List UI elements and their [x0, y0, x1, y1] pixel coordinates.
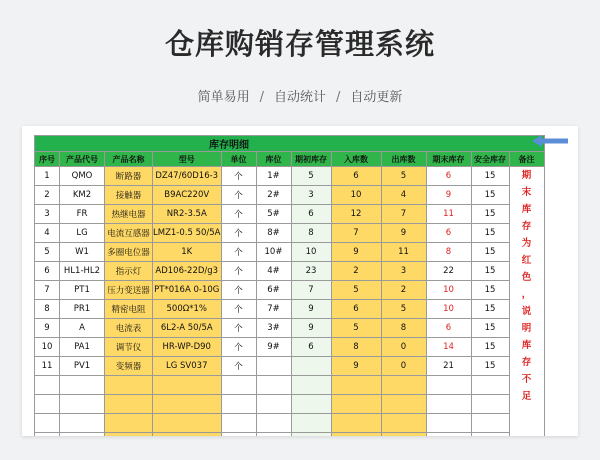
table-cell[interactable]: 15: [471, 243, 509, 262]
table-cell[interactable]: 23: [291, 262, 331, 281]
table-cell[interactable]: 15: [471, 205, 509, 224]
table-cell[interactable]: [331, 433, 381, 437]
table-cell[interactable]: AD106-22D/g3: [153, 262, 222, 281]
table-cell[interactable]: 9: [291, 319, 331, 338]
table-cell[interactable]: [60, 376, 105, 395]
feature-tagline: [0, 86, 600, 105]
table-cell[interactable]: 5: [381, 167, 426, 186]
table-cell[interactable]: [471, 395, 509, 414]
remark-char: 库: [521, 204, 532, 215]
table-cell[interactable]: 22: [426, 262, 471, 281]
table-cell[interactable]: [471, 376, 509, 395]
column-header: 型号: [153, 152, 222, 167]
table-cell[interactable]: 15: [471, 186, 509, 205]
table-cell[interactable]: [256, 376, 291, 395]
table-cell[interactable]: [291, 414, 331, 433]
table-cell[interactable]: A: [60, 319, 105, 338]
table-cell[interactable]: 4: [381, 186, 426, 205]
table-cell[interactable]: 7: [35, 281, 60, 300]
column-header: 期末库存: [426, 152, 471, 167]
remark-char: ，: [521, 289, 532, 300]
table-cell[interactable]: 10: [426, 300, 471, 319]
table-cell[interactable]: 8#: [256, 224, 291, 243]
table-cell[interactable]: 8: [331, 338, 381, 357]
table-cell[interactable]: PA1: [60, 338, 105, 357]
table-cell[interactable]: HR-WP-D90: [153, 338, 222, 357]
table-cell[interactable]: [381, 395, 426, 414]
table-cell[interactable]: [153, 414, 222, 433]
table-row: [35, 205, 545, 224]
table-cell[interactable]: 6#: [256, 281, 291, 300]
table-cell[interactable]: W1: [60, 243, 105, 262]
table-cell[interactable]: 7: [331, 224, 381, 243]
table-cell[interactable]: PT1: [60, 281, 105, 300]
table-cell[interactable]: [426, 414, 471, 433]
header-row: [35, 152, 545, 167]
feature-auto-update: 自动更新: [350, 90, 403, 105]
table-cell[interactable]: [35, 433, 60, 437]
table-cell[interactable]: 6: [291, 205, 331, 224]
table-cell[interactable]: 个: [221, 205, 256, 224]
column-header: 备注: [509, 152, 544, 167]
table-cell[interactable]: 8: [291, 224, 331, 243]
table-row: [35, 281, 545, 300]
table-cell[interactable]: 9: [331, 243, 381, 262]
table-cell[interactable]: 2: [331, 262, 381, 281]
table-cell[interactable]: 0: [381, 338, 426, 357]
table-cell[interactable]: PV1: [60, 357, 105, 376]
table-row: [35, 167, 545, 186]
table-cell[interactable]: 9: [426, 186, 471, 205]
table-cell[interactable]: 个: [221, 357, 256, 376]
table-cell[interactable]: 15: [471, 167, 509, 186]
table-cell[interactable]: 6: [426, 167, 471, 186]
column-header: 库位: [256, 152, 291, 167]
table-cell[interactable]: 11: [35, 357, 60, 376]
table-cell[interactable]: 9: [331, 357, 381, 376]
table-cell[interactable]: 15: [471, 319, 509, 338]
table-cell[interactable]: 500Ω*1%: [153, 300, 222, 319]
table-cell[interactable]: 11: [426, 205, 471, 224]
table-cell[interactable]: 电流互感器: [105, 224, 153, 243]
table-cell[interactable]: [105, 433, 153, 437]
remark-char: 库: [521, 340, 532, 351]
table-cell[interactable]: [426, 395, 471, 414]
table-cell[interactable]: LMZ1-0.5 50/5A: [153, 224, 222, 243]
table-cell[interactable]: PR1: [60, 300, 105, 319]
table-cell[interactable]: [35, 395, 60, 414]
table-cell[interactable]: [291, 395, 331, 414]
table-row: [35, 224, 545, 243]
table-cell[interactable]: 10: [426, 281, 471, 300]
table-cell[interactable]: [381, 414, 426, 433]
table-cell[interactable]: 15: [471, 281, 509, 300]
table-cell[interactable]: 9: [291, 300, 331, 319]
column-header: 单位: [221, 152, 256, 167]
table-cell[interactable]: 接触器: [105, 186, 153, 205]
table-cell[interactable]: 调节仪: [105, 338, 153, 357]
table-cell[interactable]: [221, 414, 256, 433]
table-cell[interactable]: 个: [221, 338, 256, 357]
table-cell[interactable]: 5#: [256, 205, 291, 224]
column-header: 入库数: [331, 152, 381, 167]
table-cell[interactable]: 6: [331, 167, 381, 186]
table-cell[interactable]: [426, 433, 471, 437]
table-row: [35, 433, 545, 437]
table-cell[interactable]: 5: [291, 167, 331, 186]
table-cell[interactable]: [60, 395, 105, 414]
feature-easy: 简单易用: [197, 90, 250, 105]
table-cell[interactable]: [256, 433, 291, 437]
page-title: 仓库购销存管理系统: [164, 27, 435, 61]
table-cell[interactable]: 压力变送器: [105, 281, 153, 300]
table-cell[interactable]: [381, 376, 426, 395]
table-cell[interactable]: 10#: [256, 243, 291, 262]
table-row: [35, 300, 545, 319]
table-cell[interactable]: 0: [381, 357, 426, 376]
arrow-left-icon: [532, 135, 568, 147]
table-cell[interactable]: 5: [35, 243, 60, 262]
table-cell[interactable]: 精密电阻: [105, 300, 153, 319]
remark-char: 明: [521, 323, 532, 334]
table-cell[interactable]: [153, 376, 222, 395]
table-cell[interactable]: 热继电器: [105, 205, 153, 224]
table-cell[interactable]: 变频器: [105, 357, 153, 376]
table-cell[interactable]: 6: [426, 224, 471, 243]
table-cell[interactable]: [291, 376, 331, 395]
separator: /: [336, 90, 341, 105]
remark-char: 期: [521, 170, 532, 181]
inventory-banner: 库存明细: [35, 136, 545, 152]
table-cell[interactable]: [35, 376, 60, 395]
table-cell[interactable]: 3: [291, 186, 331, 205]
table-cell[interactable]: 9#: [256, 338, 291, 357]
table-cell[interactable]: 4#: [256, 262, 291, 281]
table-cell[interactable]: 6: [35, 262, 60, 281]
table-cell[interactable]: 10: [35, 338, 60, 357]
table-cell[interactable]: 多圈电位器: [105, 243, 153, 262]
table-cell[interactable]: [60, 414, 105, 433]
table-cell[interactable]: 5: [331, 281, 381, 300]
table-cell[interactable]: 7: [381, 205, 426, 224]
table-cell[interactable]: [153, 433, 222, 437]
table-row: [35, 357, 545, 376]
table-row: [35, 376, 545, 395]
table-cell[interactable]: 15: [471, 338, 509, 357]
table-cell[interactable]: 1K: [153, 243, 222, 262]
remark-char: 末: [521, 187, 532, 198]
table-cell[interactable]: 个: [221, 319, 256, 338]
table-cell[interactable]: 5: [381, 300, 426, 319]
table-cell[interactable]: [256, 414, 291, 433]
table-cell[interactable]: HL1-HL2: [60, 262, 105, 281]
column-header: 期初库存: [291, 152, 331, 167]
table-cell[interactable]: 3#: [256, 319, 291, 338]
table-row: [35, 186, 545, 205]
table-cell[interactable]: [331, 395, 381, 414]
table-cell[interactable]: [291, 357, 331, 376]
table-cell[interactable]: LG SV037: [153, 357, 222, 376]
remark-char: 不: [521, 374, 532, 385]
table-cell[interactable]: [35, 414, 60, 433]
table-cell[interactable]: PT*016A 0-10G: [153, 281, 222, 300]
remark-char: 色: [521, 272, 532, 283]
table-cell[interactable]: 14: [426, 338, 471, 357]
table-row: [35, 262, 545, 281]
table-cell[interactable]: 8: [35, 300, 60, 319]
table-cell[interactable]: [105, 395, 153, 414]
table-cell[interactable]: FR: [60, 205, 105, 224]
table-cell[interactable]: [105, 376, 153, 395]
table-cell[interactable]: 6L2-A 50/5A: [153, 319, 222, 338]
table-cell[interactable]: 6: [426, 319, 471, 338]
table-cell[interactable]: [471, 433, 509, 437]
table-cell[interactable]: 8: [381, 319, 426, 338]
table-cell[interactable]: 6: [291, 338, 331, 357]
table-cell[interactable]: 3: [35, 205, 60, 224]
remark-char: 红: [521, 255, 532, 266]
table-row: [35, 414, 545, 433]
table-cell[interactable]: 10: [331, 186, 381, 205]
table-cell[interactable]: 个: [221, 167, 256, 186]
table-cell[interactable]: [426, 376, 471, 395]
table-cell[interactable]: [256, 357, 291, 376]
table-cell[interactable]: [256, 395, 291, 414]
remark-char: 为: [521, 238, 532, 249]
table-cell[interactable]: 2#: [256, 186, 291, 205]
table-cell[interactable]: QMO: [60, 167, 105, 186]
table-cell[interactable]: 7: [291, 281, 331, 300]
table-cell[interactable]: 电流表: [105, 319, 153, 338]
table-cell[interactable]: 1#: [256, 167, 291, 186]
table-cell[interactable]: 个: [221, 243, 256, 262]
table-cell[interactable]: [291, 433, 331, 437]
table-cell[interactable]: 1: [35, 167, 60, 186]
remark-char: 存: [521, 221, 532, 232]
table-cell[interactable]: 15: [471, 357, 509, 376]
spreadsheet-preview: [22, 126, 578, 436]
table-cell[interactable]: NR2-3.5A: [153, 205, 222, 224]
table-row: [35, 243, 545, 262]
remark-char: 足: [521, 391, 532, 402]
table-cell[interactable]: [60, 433, 105, 437]
table-cell[interactable]: [153, 395, 222, 414]
table-cell[interactable]: 个: [221, 186, 256, 205]
table-cell[interactable]: 断路器: [105, 167, 153, 186]
table-cell[interactable]: 8: [426, 243, 471, 262]
column-header: 出库数: [381, 152, 426, 167]
table-row: [35, 338, 545, 357]
table-cell[interactable]: [221, 395, 256, 414]
inventory-table: [34, 135, 545, 436]
table-cell[interactable]: DZ47/60D16-3: [153, 167, 222, 186]
remark-note: [509, 167, 544, 437]
table-cell[interactable]: 7#: [256, 300, 291, 319]
table-cell[interactable]: 4: [35, 224, 60, 243]
table-row: [35, 319, 545, 338]
table-row: [35, 395, 545, 414]
table-cell[interactable]: KM2: [60, 186, 105, 205]
table-cell[interactable]: 5: [331, 319, 381, 338]
table-cell[interactable]: [221, 433, 256, 437]
table-cell[interactable]: 个: [221, 300, 256, 319]
table-cell[interactable]: 个: [221, 224, 256, 243]
table-cell[interactable]: [331, 376, 381, 395]
separator: /: [259, 90, 264, 105]
table-cell[interactable]: 9: [381, 224, 426, 243]
column-header: 安全库存: [471, 152, 509, 167]
table-cell[interactable]: 11: [381, 243, 426, 262]
table-cell[interactable]: 10: [291, 243, 331, 262]
feature-auto-stats: 自动统计: [273, 90, 326, 105]
table-cell[interactable]: 指示灯: [105, 262, 153, 281]
table-cell[interactable]: 2: [381, 281, 426, 300]
column-header: 产品名称: [105, 152, 153, 167]
table-cell[interactable]: 2: [35, 186, 60, 205]
table-cell[interactable]: 9: [35, 319, 60, 338]
table-cell[interactable]: B9AC220V: [153, 186, 222, 205]
table-cell[interactable]: LG: [60, 224, 105, 243]
remark-char: 说: [521, 306, 532, 317]
table-cell[interactable]: 个: [221, 262, 256, 281]
table-cell[interactable]: 15: [471, 300, 509, 319]
table-cell[interactable]: 15: [471, 224, 509, 243]
table-cell[interactable]: 3: [381, 262, 426, 281]
table-cell[interactable]: [471, 414, 509, 433]
table-cell[interactable]: 15: [471, 262, 509, 281]
remark-char: 存: [521, 357, 532, 368]
column-header: 序号: [35, 152, 60, 167]
table-cell[interactable]: 21: [426, 357, 471, 376]
table-cell[interactable]: 6: [331, 300, 381, 319]
table-cell[interactable]: [331, 414, 381, 433]
column-header: 产品代号: [60, 152, 105, 167]
table-cell[interactable]: 12: [331, 205, 381, 224]
table-cell[interactable]: [381, 433, 426, 437]
table-cell[interactable]: [221, 376, 256, 395]
table-cell[interactable]: 个: [221, 281, 256, 300]
table-cell[interactable]: [105, 414, 153, 433]
